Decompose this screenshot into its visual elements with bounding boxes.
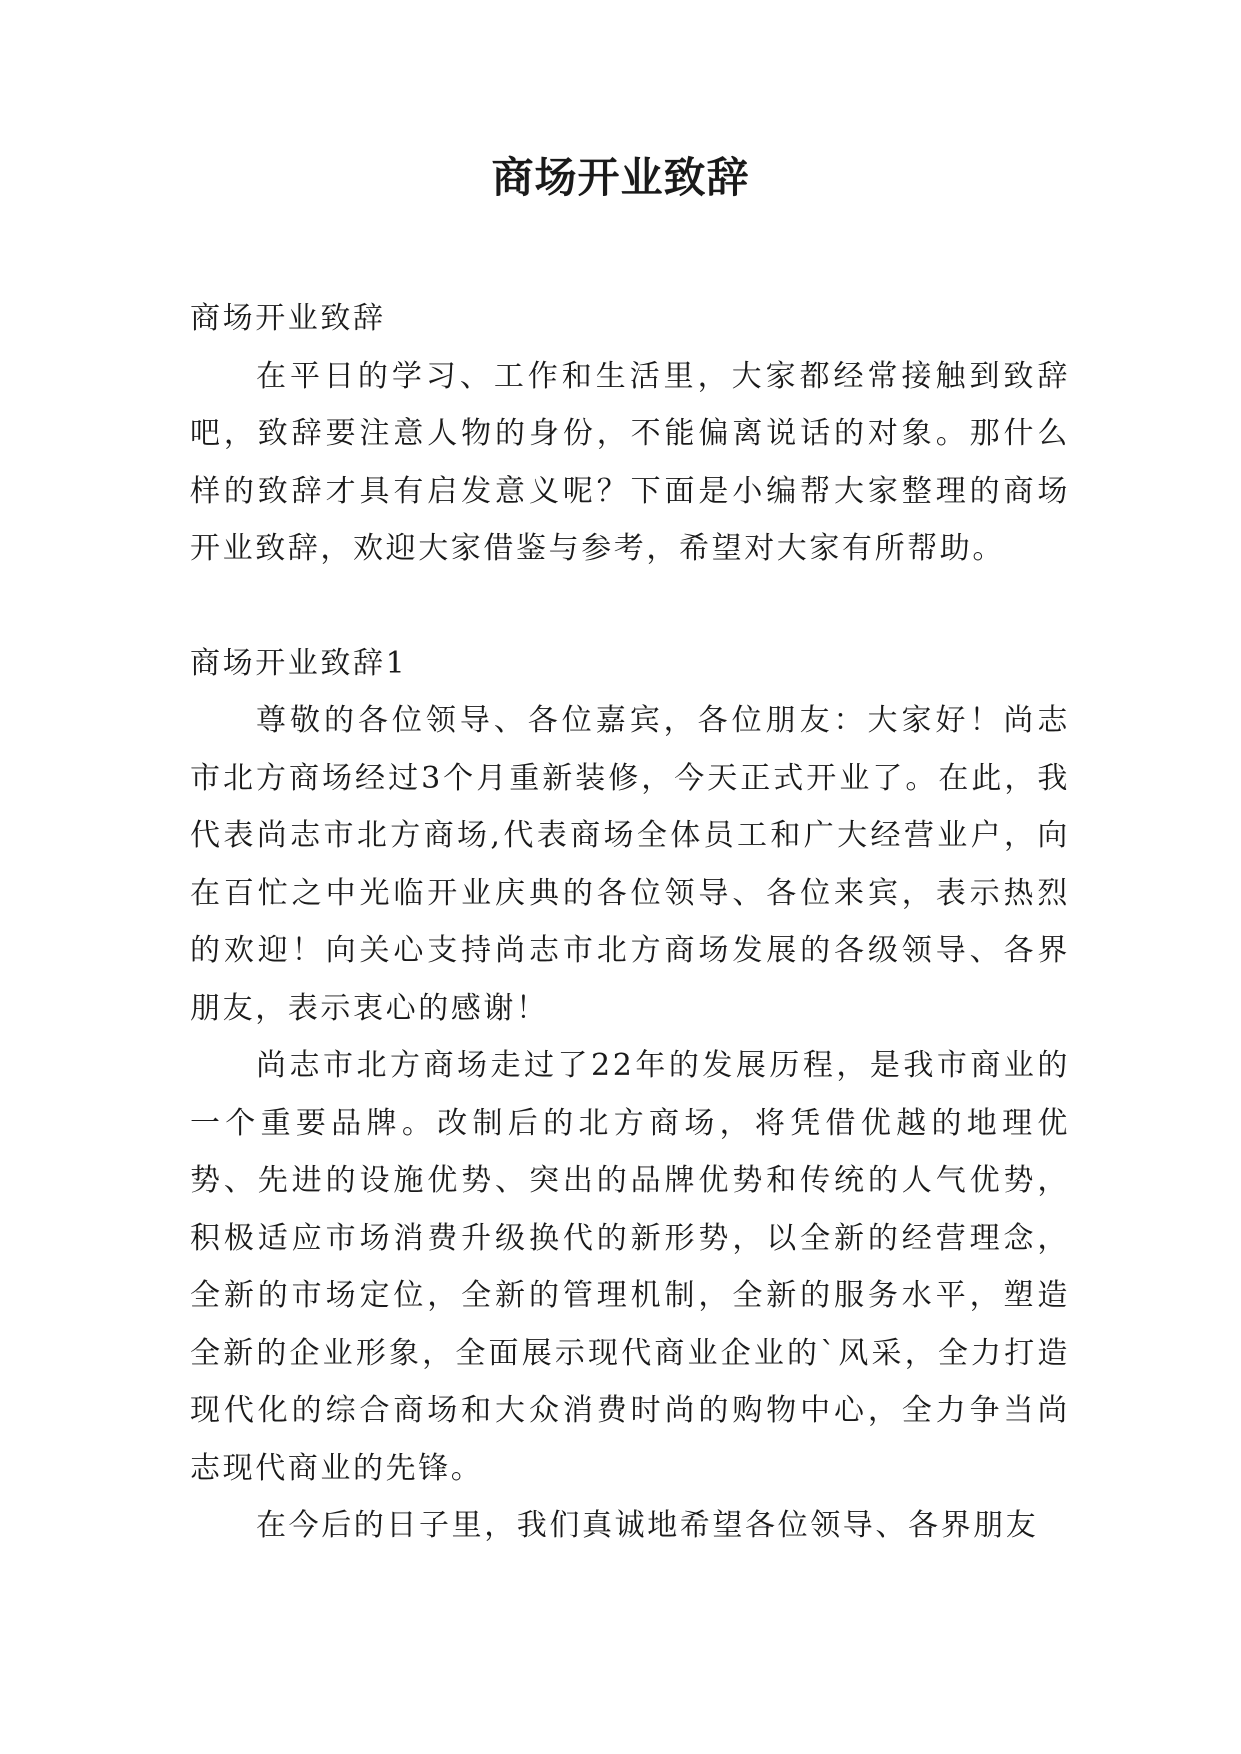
intro-paragraph: 在平日的学习、工作和生活里，大家都经常接触到致辞吧，致辞要注意人物的身份，不能偏离说话的对象。那什么样的致辞才具有启发意义呢？下面是小编帮大家整理的商场开业致辞，欢迎大家借鉴与参考，希望对大家有所帮助。 [190, 358, 1070, 566]
body-paragraph: 尊敬的各位领导、各位嘉宾，各位朋友：大家好！尚志市北方商场经过3个月重新装修，今天正式开业了。在此，我代表尚志市北方商场,代表商场全体员工和广大经营业户，向在百忙之中光临开业庆典的各位领导、各位来宾，表示热烈的欢迎！向关心支持尚志市北方商场发展的各级领导、各界朋友，表示衷心的感谢！ [190, 703, 1070, 1026]
section-heading: 商场开业致辞 [190, 301, 386, 336]
document-title: 商场开业致辞 [491, 153, 750, 202]
document-body [190, 290, 1070, 1555]
paragraph-gap [190, 578, 1070, 635]
section-heading: 商场开业致辞1 [190, 645, 408, 681]
body-paragraph: 尚志市北方商场走过了22年的发展历程，是我市商业的一个重要品牌。改制后的北方商场，将凭借优越的地理优势、先进的设施优势、突出的品牌优势和传统的人气优势，积极适应市场消费升级换代的新形势，以全新的经营理念，全新的市场定位，全新的管理机制，全新的服务水平，塑造全新的企业形象，全面展示现代商业企业的`风采，全力打造现代化的综合商场和大众消费时尚的购物中心，全力争当尚志现代商业的先锋。 [190, 1048, 1070, 1486]
body-paragraph: 在今后的日子里，我们真诚地希望各位领导、各界朋友 [256, 1508, 1039, 1543]
